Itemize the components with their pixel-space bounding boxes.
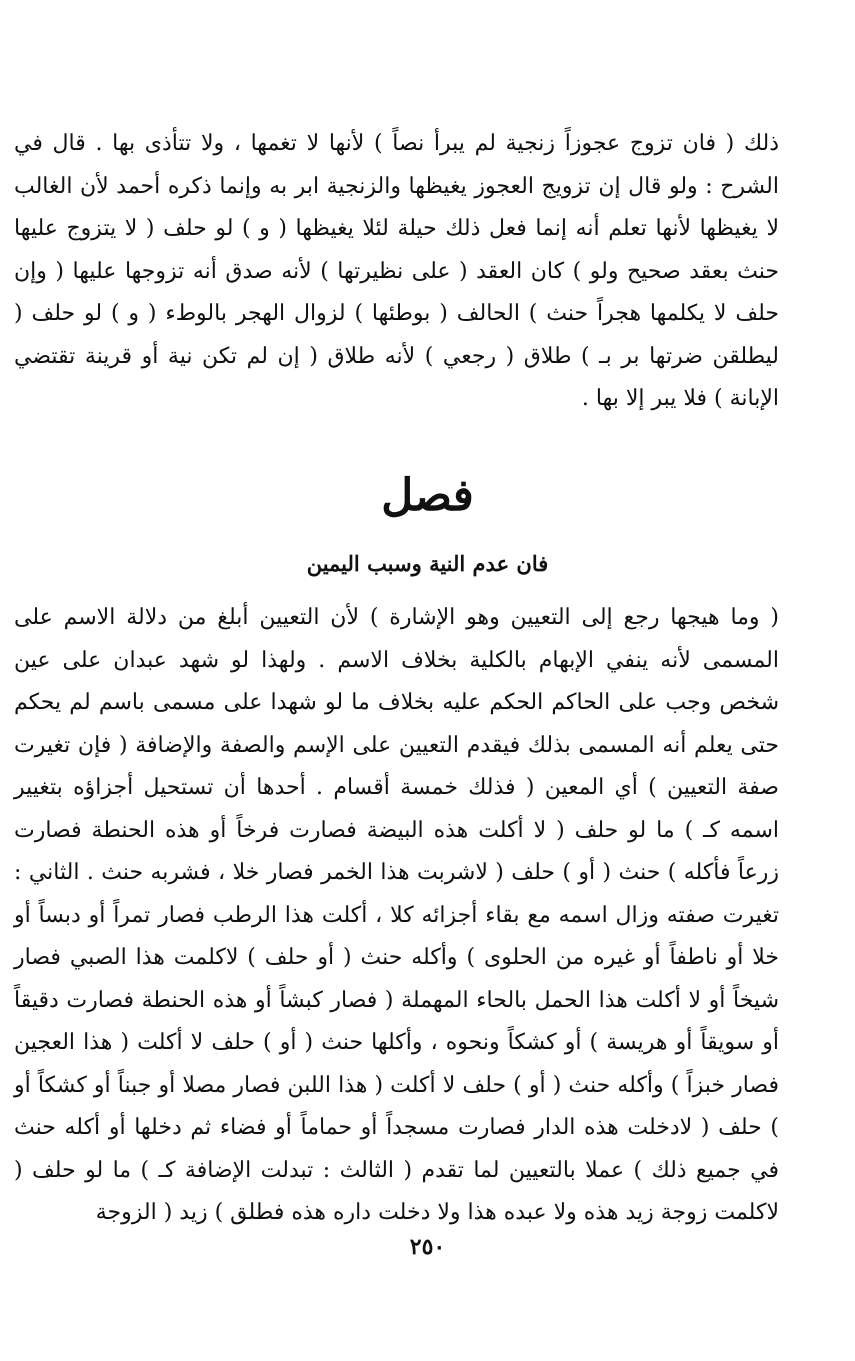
paragraph-top: ذلك ( فان تزوج عجوزاً زنجية لم يبرأ نصاً ) لأنها لا تغمها ، ولا تتأذى بها . قال في الشرح : ولو قال إن تزويج العجوز يغيظها والزنجية ابر به وإنما ذكره أحمد لأن الغالب لا يغيظها لأنها تعلم أنه إنما فعل ذلك حيلة لئلا يغيظها ( و ) لو حلف ( لا يتزوج عليها حنث بعقد صحيح ولو ) كان العقد ( على نظيرتها ) لأنه صدق أنه تزوجها عليها ( وإن حلف لا يكلمها هجراً حنث ) الحالف ( بوطئها ) لزوال الهجر بالوطء ( و ) لو حلف ( ليطلقن ضرتها بر بـ ) طلاق ( رجعي ) لأنه طلاق ( إن لم تكن نية أو قرينة تقتضي الإبانة ) فلا يبر إلا بها . — [14, 131, 779, 411]
section-title: فصل — [381, 470, 474, 521]
section-subheading: فان عدم النية وسبب اليمين — [306, 551, 549, 576]
paragraph-main: ( وما هيجها رجع إلى التعيين وهو الإشارة ) لأن التعيين أبلغ من دلالة الاسم على المسمى لأنه ينفي الإبهام بالكلية بخلاف الاسم . ولهذا لو شهد عبدان على عين شخص وجب على الحاكم الحكم عليه بخلاف ما لو شهدا على مسمى باسم لم يحكم حتى يعلم أنه المسمى بذلك فيقدم التعيين على الإسم والصفة والإضافة ( فإن تغيرت صفة التعيين ) أي المعين ( فذلك خمسة أقسام . أحدها أن تستحيل أجزاؤه بتغيير اسمه كـ ) ما لو حلف ( لا أكلت هذه البيضة فصارت فرخاً أو هذه الحنطة فصارت زرعاً فأكله ) حنث ( أو ) حلف ( لاشربت هذا الخمر فصار خلا ، فشربه حنث . الثاني : تغيرت صفته وزال اسمه مع بقاء أجزائه كلا ، أكلت هذا الرطب فصار تمراً أو دبساً أو خلا أو ناطفاً أو غيره من الحلوى ) وأكله حنث ( أو حلف ) لاكلمت هذا الصبي فصار شيخاً أو لا أكلت هذا الحمل بالحاء المهملة ( فصار كبشاً أو هذه الحنطة فصارت دقيقاً أو سويقاً أو هريسة ) أو كشكاً ونحوه ، وأكلها حنث ( أو ) حلف لا أكلت ( هذا العجين فصار خبزاً ) وأكله حنث ( أو ) حلف لا أكلت ( هذا اللبن فصار مصلا أو جبناً أو كشكاً أو ) حلف ( لادخلت هذه الدار فصارت مسجداً أو حماماً أو فضاء ثم دخلها أو أكله حنث في جميع ذلك ) عملا بالتعيين لما تقدم ( الثالث : تبدلت الإضافة كـ ) ما لو حلف ( لاكلمت زوجة زيد هذه ولا عبده هذا ولا دخلت داره هذه فطلق ) زيد ( الزوجة — [14, 605, 779, 1225]
page-number: ٢٥٠ — [409, 1234, 446, 1260]
